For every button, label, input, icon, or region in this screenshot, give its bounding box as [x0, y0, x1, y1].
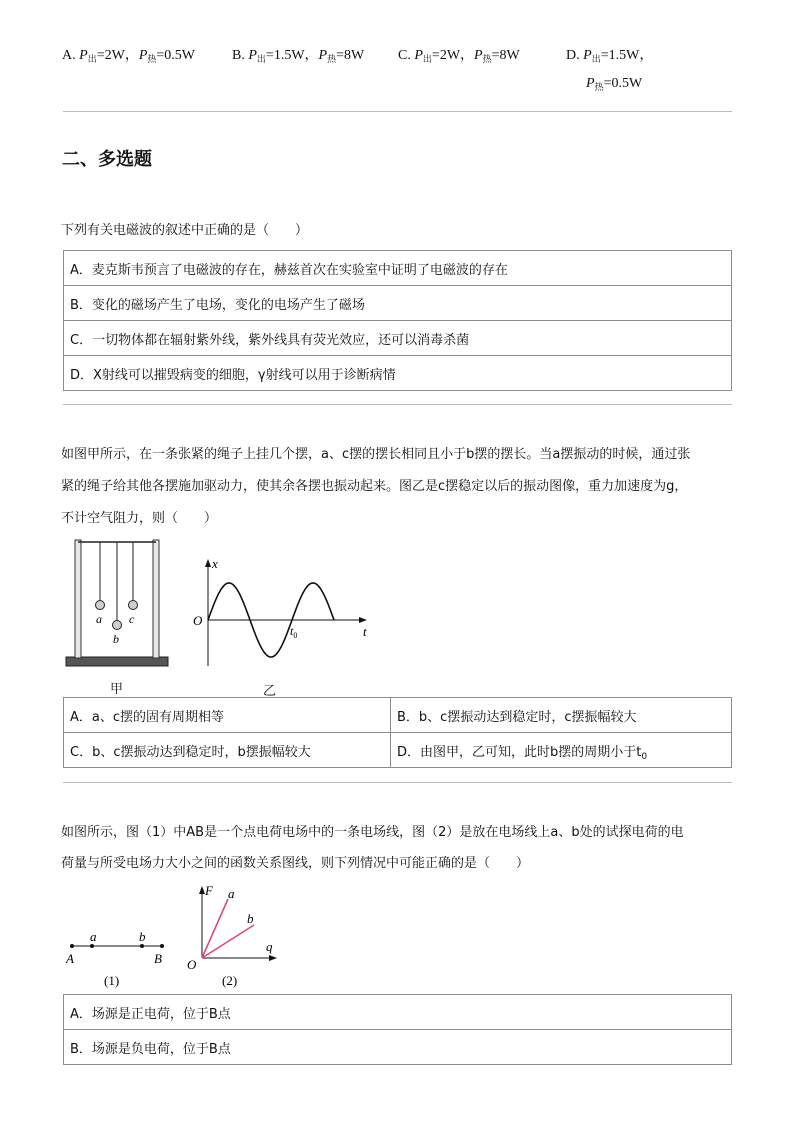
- section-title: 二、多选题: [62, 149, 152, 170]
- origin-label: O: [187, 957, 197, 972]
- figure-f-q-graph: [184, 883, 284, 991]
- origin-label: O: [193, 613, 203, 628]
- point-label-b: b: [139, 929, 146, 944]
- q2-options: [63, 697, 732, 768]
- q1-option-c[interactable]: C．一切物体都在辐射紫外线，紫外线具有荧光效应，还可以消毒杀菌: [64, 321, 732, 356]
- pendulum-label-a: a: [96, 612, 102, 626]
- line-a-label: a: [228, 886, 235, 901]
- q3-stem-line2: 荷量与所受电场力大小之间的函数关系图线，则下列情况中可能正确的是（ ）: [61, 856, 530, 871]
- q3-options: [63, 994, 732, 1065]
- q2-option-d[interactable]: D．由图甲，乙可知，此时b摆的周期小于$t_0$: [391, 733, 732, 768]
- pendulum-label-c: c: [129, 612, 135, 626]
- q3-option-b[interactable]: B．场源是负电荷，位于B点: [64, 1030, 732, 1065]
- axis-q-label: q: [266, 939, 273, 954]
- figure-field-line: [62, 925, 172, 991]
- point-label-A: A: [66, 951, 74, 966]
- prev-option-b[interactable]: B. $P_出=1.5W$，$P_热=8W$: [232, 48, 365, 64]
- prev-option-d-cont: $P_热=0.5W$: [586, 76, 643, 92]
- figure-jia-caption: 甲: [110, 682, 124, 697]
- prev-option-d[interactable]: D. $P_出=1.5W$，: [566, 48, 654, 64]
- divider: [63, 782, 732, 783]
- axis-t-label: t: [363, 624, 367, 639]
- q3-option-a[interactable]: A．场源是正电荷，位于B点: [64, 995, 732, 1030]
- q1-option-b[interactable]: B．变化的磁场产生了电场，变化的电场产生了磁场: [64, 286, 732, 321]
- figure-1-caption: (1): [104, 973, 120, 988]
- prev-option-c[interactable]: C. $P_出=2W$，$P_热=8W$: [398, 48, 520, 64]
- pendulum-label-b: b: [113, 632, 119, 646]
- divider: [63, 111, 732, 112]
- q1-options: [63, 250, 732, 391]
- axis-F-label: F: [205, 883, 213, 898]
- q1-option-d[interactable]: D．X射线可以摧毁病变的细胞，γ射线可以用于诊断病情: [64, 356, 732, 391]
- prev-option-a[interactable]: A. $P_出=2W$，$P_热=0.5W$: [62, 48, 195, 64]
- q2-stem-line3: 不计空气阻力，则（ ）: [61, 511, 218, 526]
- q1-option-a[interactable]: A．麦克斯韦预言了电磁波的存在，赫兹首次在实验室中证明了电磁波的存在: [64, 251, 732, 286]
- q2-option-b[interactable]: B．b、c摆振动达到稳定时，c摆振幅较大: [391, 698, 732, 733]
- prev-options-row: [62, 44, 195, 64]
- point-label-B: B: [154, 951, 162, 966]
- figure-pendulums: [62, 536, 174, 696]
- q2-stem-line2: 紧的绳子给其他各摆施加驱动力，使其余各摆也振动起来。图乙是c摆稳定以后的振动图像，重力加速度为g，: [61, 479, 688, 494]
- q1-stem: 下列有关电磁波的叙述中正确的是（ ）: [61, 223, 309, 238]
- q2-stem-line1: 如图甲所示，在一条张紧的绳子上挂几个摆，a、c摆的摆长相同且小于b摆的摆长。当a摆振动的时候，通过张: [61, 447, 691, 462]
- t0-label: $t_0$: [290, 624, 298, 640]
- figure-yi-caption: 乙: [263, 684, 277, 699]
- figure-oscillation-graph: [186, 554, 376, 670]
- axis-x-label: x: [212, 556, 218, 571]
- q2-option-c[interactable]: C．b、c摆振动达到稳定时，b摆振幅较大: [64, 733, 391, 768]
- q2-option-a[interactable]: A．a、c摆的固有周期相等: [64, 698, 391, 733]
- q3-stem-line1: 如图所示，图（1）中AB是一个点电荷电场中的一条电场线，图（2）是放在电场线上a、b处的试探电荷的电: [61, 825, 684, 840]
- line-b-label: b: [247, 911, 254, 926]
- figure-2-caption: (2): [222, 973, 238, 988]
- divider: [63, 404, 732, 405]
- point-label-a: a: [90, 929, 97, 944]
